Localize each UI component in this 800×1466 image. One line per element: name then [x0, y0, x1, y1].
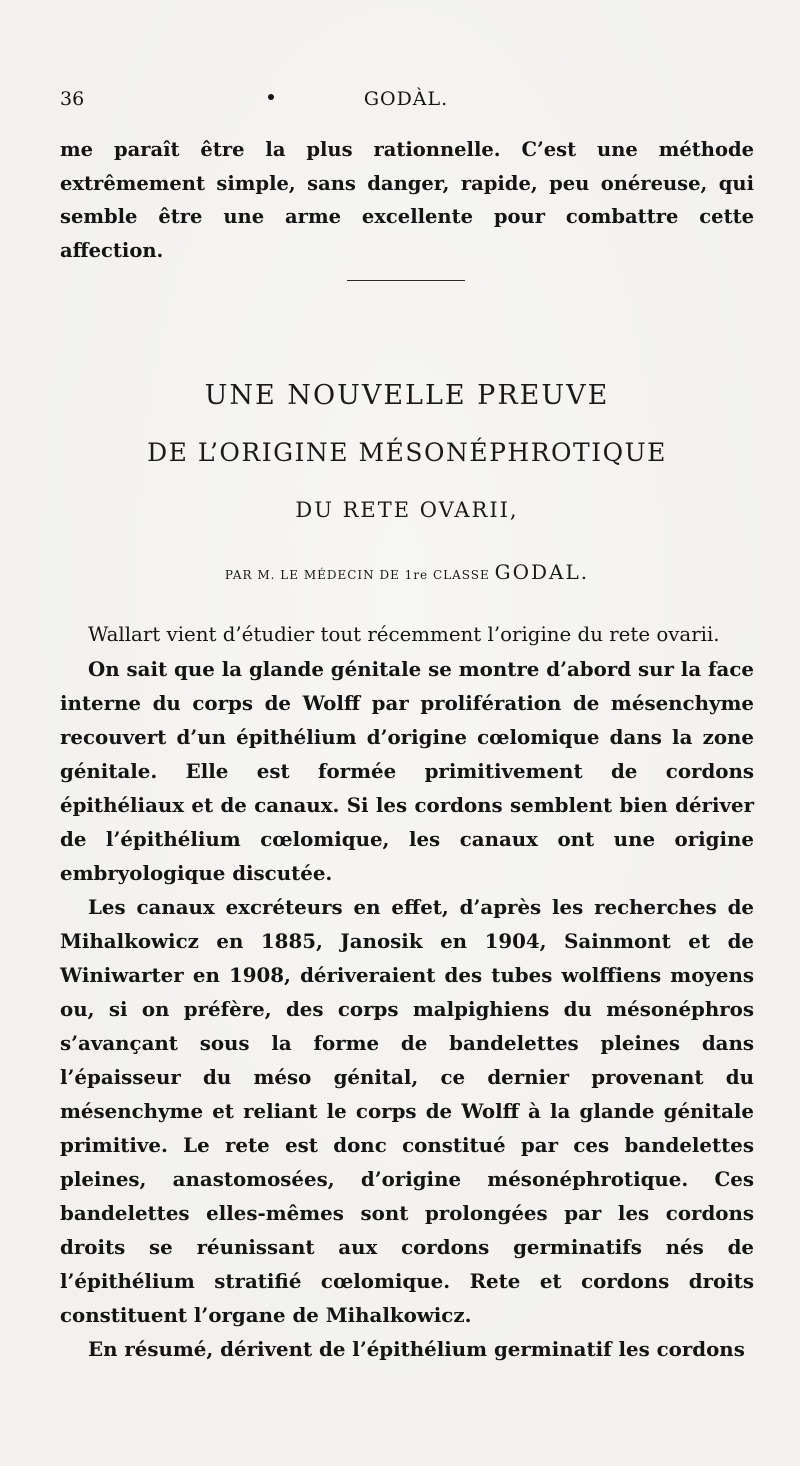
article-title-line-1: UNE NOUVELLE PREUVE [204, 380, 610, 411]
page-number: 36 [60, 88, 85, 110]
article-body [60, 618, 754, 1366]
intro-paragraph-block [60, 133, 754, 267]
body-paragraph-3: Les canaux excréteurs en effet, d’après les recherches de Mihalkowicz en 1885, Janosik en 1904, Sainmont et de Winiwarter en 1908, dériveraient des tubes wolffiens moyens ou, si on préfère, des corps malpighiens du mésonéphros s’avançant sous la forme de bandelettes pleines dans l’épaisseur du méso génital, ce dernier provenant du mésenchyme et reliant le corps de Wolff à la glande génitale primitive. Le rete est donc constitué par ces bandelettes pleines, anastomosées, d’origine mésonéphrotique. Ces bandelettes elles-mêmes sont prolongées par les cordons droits se réunissant aux cordons germinatifs nés de l’épithélium stratifié cœlomique. Rete et cordons droits constituent l’organe de Mihalkowicz. [60, 895, 754, 1327]
article-title-line-2: DE L’ORIGINE MÉSONÉPHROTIQUE [147, 438, 667, 467]
byline-prefix: PAR M. LE MÉDECIN DE 1re CLASSE [224, 568, 490, 582]
body-paragraph-2: On sait que la glande génitale se montre d’abord sur la face interne du corps de Wolff par prolifération de mésenchyme recouvert d’un épithélium d’origine cœlomique dans la zone génitale. Elle est formée primitivement de cordons épithéliaux et de canaux. Si les cordons semblent bien dériver de l’épithélium cœlomique, les canaux ont une origine embryologique discutée. [60, 657, 754, 885]
article-title-line-3: DU RETE OVARII, [295, 498, 519, 522]
section-divider [347, 280, 465, 281]
running-head: GODÀL. [363, 88, 449, 110]
body-paragraph-1: Wallart vient d’étudier tout récemment l’origine du rete ovarii. [88, 623, 720, 646]
byline [60, 560, 754, 584]
byline-author: GODAL. [494, 560, 590, 584]
page-header [60, 88, 752, 118]
intro-paragraph: me paraît être la plus rationnelle. C’est une méthode extrêmement simple, sans danger, rapide, peu onéreuse, qui semble être une arme excellente pour combattre cette affection. [60, 138, 754, 262]
body-paragraph-4: En résumé, dérivent de l’épithélium germinatif les cordons [88, 1337, 745, 1361]
